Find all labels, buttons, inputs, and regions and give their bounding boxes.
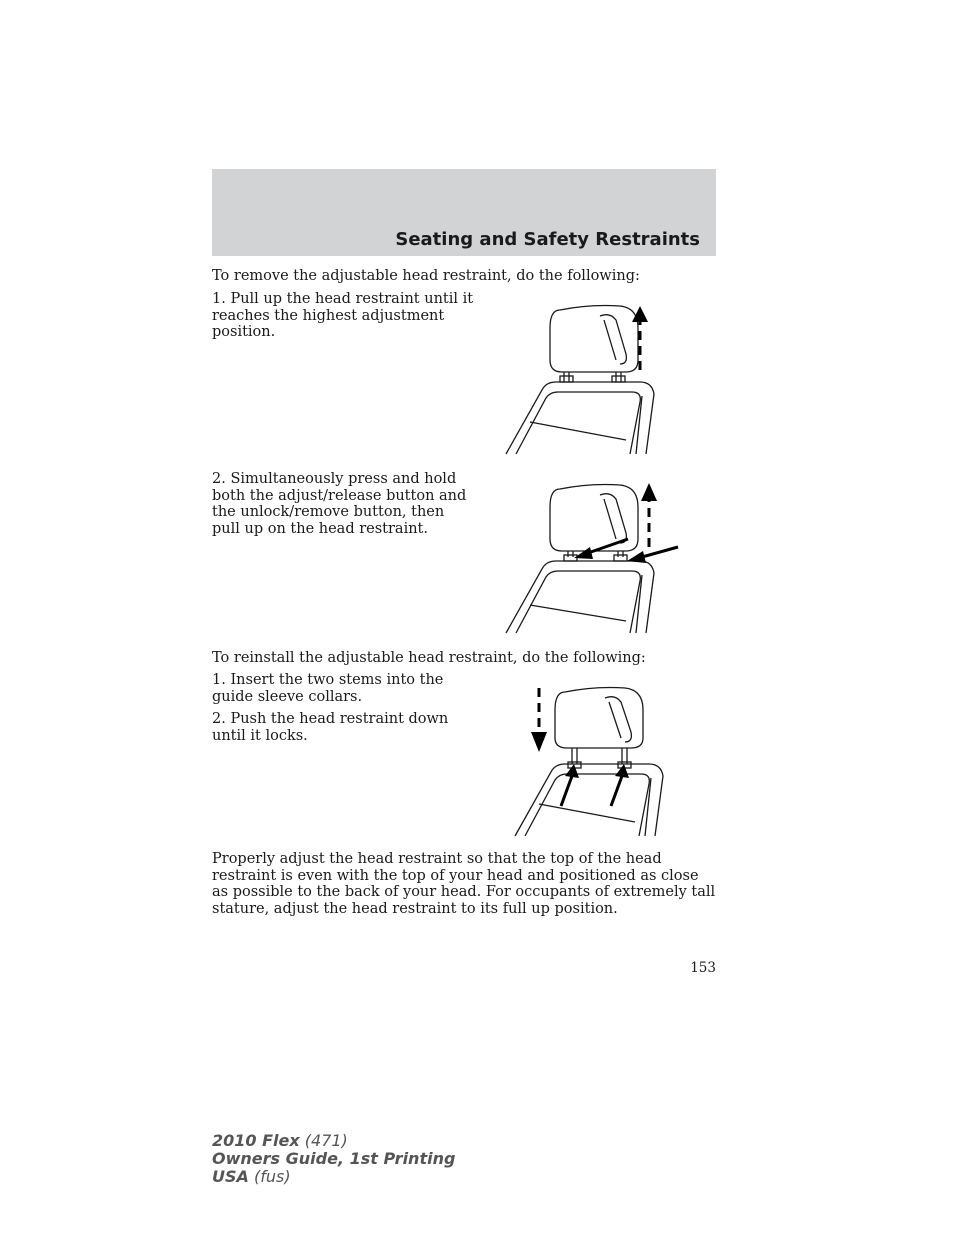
section-header xyxy=(212,169,716,256)
seat-headrest-pull-up-icon xyxy=(500,298,670,458)
remove-intro: To remove the adjustable head restraint, do the following: xyxy=(212,268,640,284)
reinstall-step-2: 2. Push the head restraint down until it locks. xyxy=(212,711,449,744)
seat-headrest-press-buttons-icon xyxy=(500,477,690,637)
reinstall-intro: To reinstall the adjustable head restraint, do the following: xyxy=(212,650,646,666)
remove-step-2: 2. Simultaneously press and hold both the adjust/release button and the unlock/remove button, then pull up on the head restraint. xyxy=(212,471,467,537)
remove-step-1: 1. Pull up the head restraint until it reaches the highest adjustment position. xyxy=(212,291,474,340)
document-footer xyxy=(212,1132,455,1186)
footer-line-3: USA (fus) xyxy=(212,1167,291,1186)
footer-line-1: 2010 Flex (471) xyxy=(212,1131,348,1150)
footer-line-2: Owners Guide, 1st Printing xyxy=(212,1149,456,1168)
page-number: 153 xyxy=(690,960,716,976)
reinstall-step-1: 1. Insert the two stems into the guide sleeve collars. xyxy=(212,672,444,705)
adjustment-note: Properly adjust the head restraint so that the top of the head restraint is even with the top of your head and positioned as close as possible to the back of your head. For occupants of extremely tall stature, adjust the head restraint to its full up position. xyxy=(212,851,716,917)
seat-headrest-insert-icon xyxy=(505,680,675,840)
section-title: Seating and Safety Restraints xyxy=(395,229,700,250)
